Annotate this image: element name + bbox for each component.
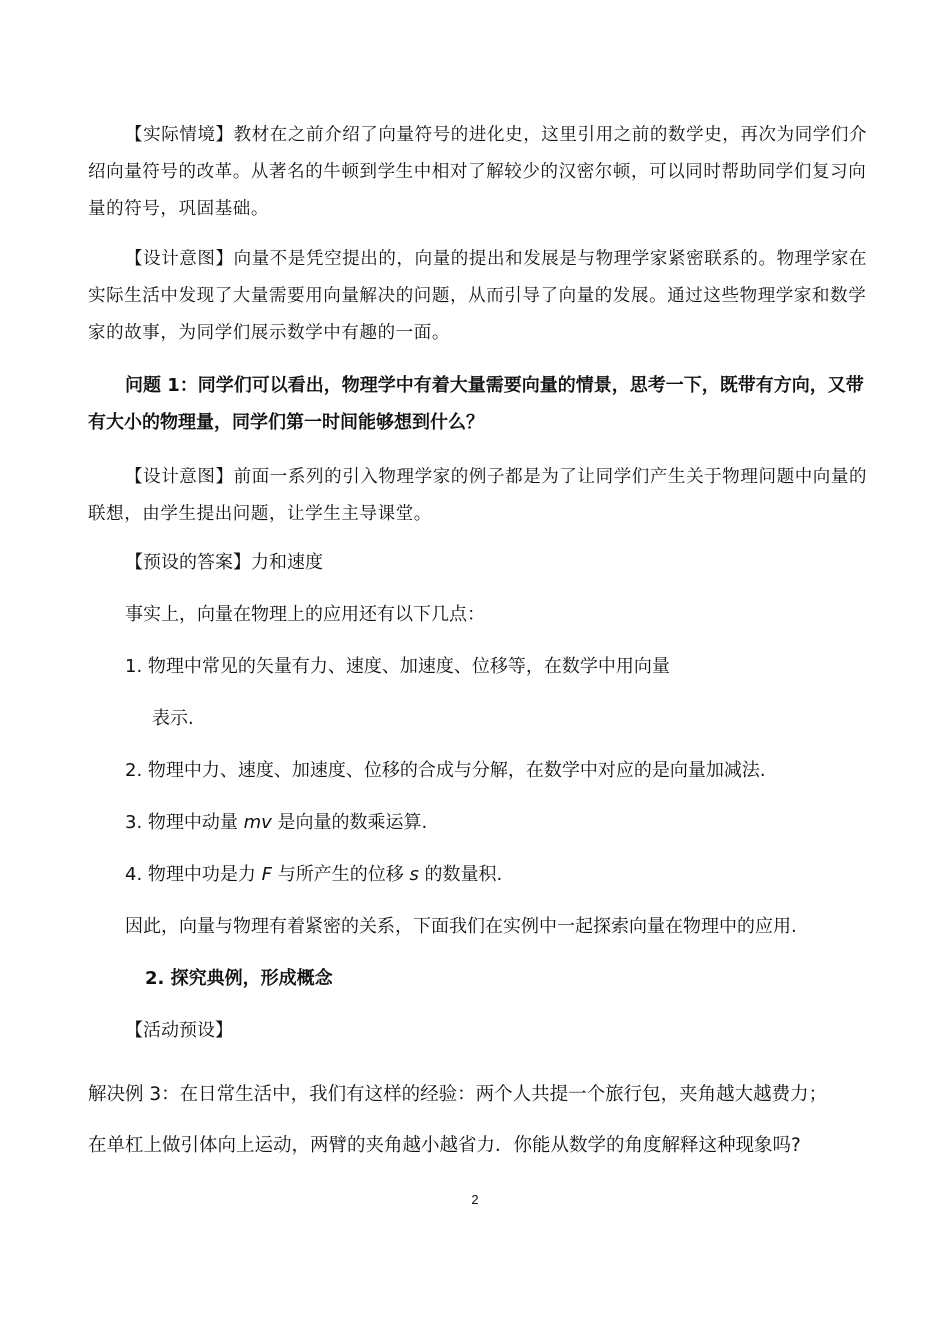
activity-preset-label: 【活动预设】 bbox=[125, 1020, 233, 1041]
force-variable: F bbox=[261, 864, 272, 885]
paragraph-conclusion: 因此，向量与物理有着紧密的关系，下面我们在实例中一起探索向量在物理中的应用. bbox=[125, 916, 797, 937]
page-number: 2 bbox=[471, 1192, 479, 1207]
momentum-variable: mv bbox=[243, 812, 272, 833]
list-item-4: 4. 物理中功是力 F 与所产生的位移 s 的数量积. bbox=[125, 864, 503, 885]
paragraph-design-intent-1: 【设计意图】向量不是凭空提出的，向量的提出和发展是与物理学家紧密联系的。物理学家在实际生活中发现了大量需要用向量解决的问题，从而引导了向量的发展。通过这些物理学家和数学家的故事，为同学们展示数学中有趣的一面。 bbox=[88, 249, 868, 343]
paragraph-actual-situation: 【实际情境】教材在之前介绍了向量符号的进化史，这里引用之前的数学史，再次为同学们介绍向量符号的改革。从著名的牛顿到学生中相对了解较少的汉密尔顿，可以同时帮助同学们复习向量的符号，巩固基础。 bbox=[88, 125, 868, 219]
paragraph-applications-intro: 事实上，向量在物理上的应用还有以下几点： bbox=[125, 604, 485, 625]
example-3-line-1: 解决例 3：在日常生活中，我们有这样的经验：两个人共提一个旅行包，夹角越大越费力； bbox=[88, 1084, 828, 1105]
list-item-1-continuation: 表示. bbox=[152, 708, 194, 729]
paragraph-question-1: 问题 1：同学们可以看出，物理学中有着大量需要向量的情景，思考一下，既带有方向，又带有大小的物理量，同学们第一时间能够想到什么？ bbox=[88, 375, 864, 433]
paragraph-preset-answer: 【预设的答案】力和速度 bbox=[125, 552, 323, 573]
section-heading-2: 2. 探究典例，形成概念 bbox=[145, 968, 333, 989]
displacement-variable: s bbox=[409, 864, 419, 885]
list-item-2: 2. 物理中力、速度、加速度、位移的合成与分解，在数学中对应的是向量加减法. bbox=[125, 760, 766, 781]
example-3-line-2: 在单杠上做引体向上运动，两臂的夹角越小越省力．你能从数学的角度解释这种现象吗? bbox=[88, 1135, 801, 1156]
list-item-3: 3. 物理中动量 mv 是向量的数乘运算. bbox=[125, 812, 428, 833]
paragraph-design-intent-2: 【设计意图】前面一系列的引入物理学家的例子都是为了让同学们产生关于物理问题中向量的联想，由学生提出问题，让学生主导课堂。 bbox=[88, 467, 868, 524]
list-item-1: 1. 物理中常见的矢量有力、速度、加速度、位移等，在数学中用向量 bbox=[125, 656, 670, 677]
